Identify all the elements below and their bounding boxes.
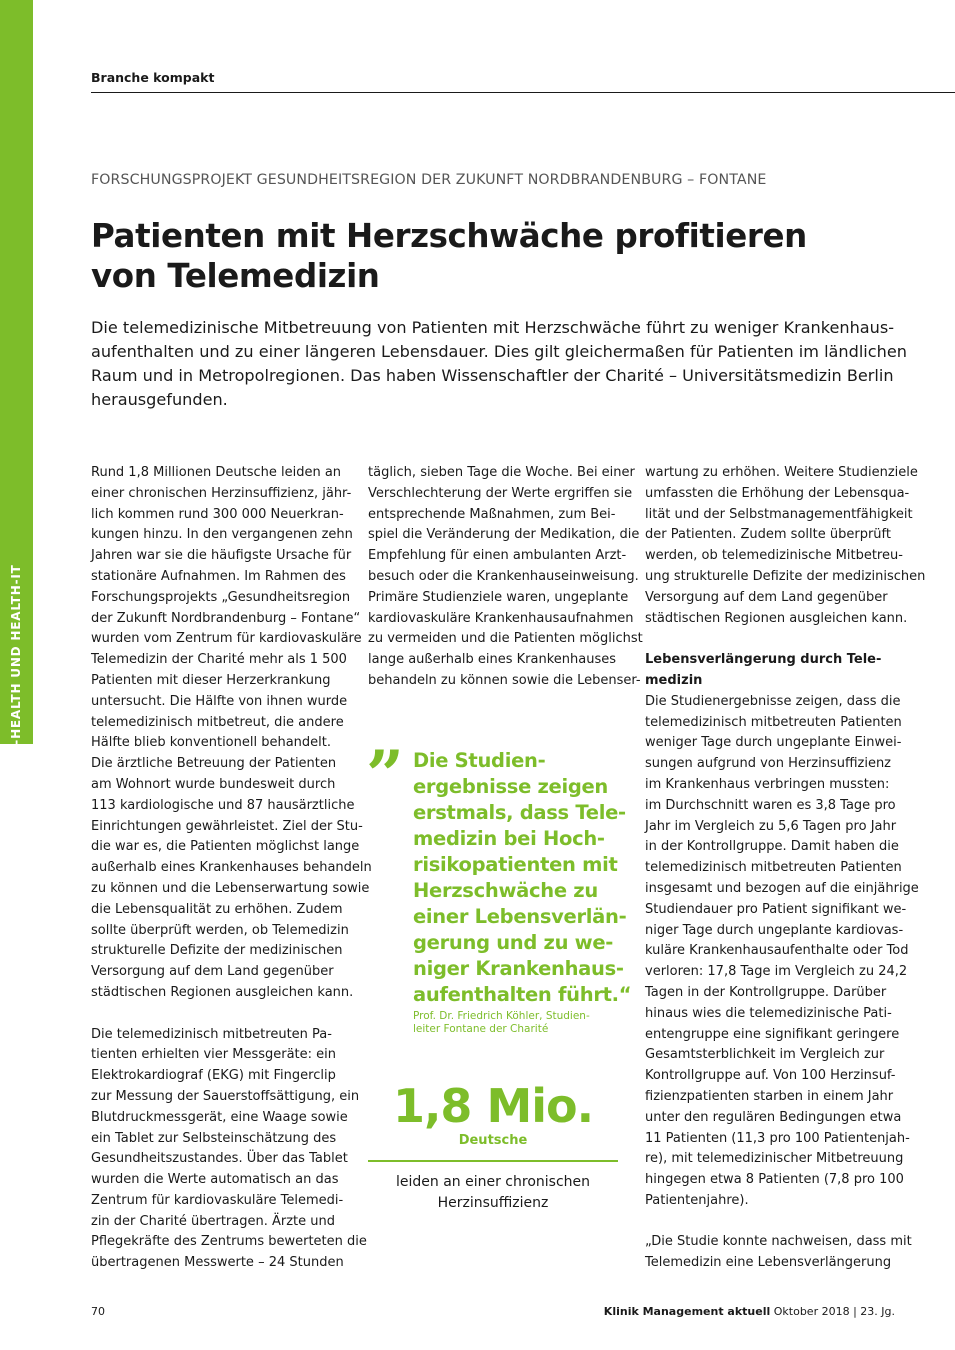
- body-text-line: Pflegekräfte des Zentrums bewerteten die: [91, 1234, 367, 1250]
- body-text-line: Empfehlung für einen ambulanten Arzt-: [368, 548, 627, 564]
- body-text-line: Die telemedizinisch mitbetreuten Pa-: [91, 1026, 332, 1042]
- stat-caption-line: leiden an einer chronischen: [395, 1174, 590, 1190]
- body-column-3-part-b: [645, 692, 919, 1274]
- subheading-line: Lebensverlängerung durch Tele-: [645, 652, 882, 668]
- body-text-line: Hälfte blieb konventionell behandelt.: [91, 735, 332, 751]
- body-text-line: die war es, die Patienten möglichst lange: [91, 839, 360, 855]
- body-text-line: Primäre Studienziele waren, ungeplante: [368, 589, 629, 605]
- body-text-line: tienten erhielten vier Messgeräte: ein: [91, 1047, 337, 1063]
- headline-line: von Telemedizin: [91, 257, 380, 295]
- body-text-line: Verschlechterung der Werte ergriffen sie: [368, 485, 633, 501]
- body-text-line: „Die Studie konnte nachweisen, dass mit: [645, 1234, 912, 1250]
- body-text-line: umfassten die Erhöhung der Lebensqua-: [645, 485, 910, 501]
- body-text-line: telemedizinisch mitbetreuten Patienten: [645, 714, 902, 730]
- body-text-line: Gesundheitszustandes. Über das Tablet: [91, 1151, 348, 1167]
- body-text-line: unter den regulären Bedingungen etwa: [645, 1109, 902, 1125]
- body-text-line: ein Tablet zur Selbsteinschätzung des: [91, 1130, 337, 1146]
- journal-name: Klinik Management aktuell: [603, 1305, 771, 1318]
- stat-caption-line: Herzinsuffizienz: [437, 1195, 549, 1211]
- body-text-line: städtischen Regionen ausgleichen kann.: [645, 610, 908, 626]
- body-text-line: besuch oder die Krankenhauseinweisung.: [368, 568, 639, 584]
- body-text-line: behandeln zu können sowie die Lebenser-: [368, 672, 641, 688]
- pull-quote-text: [413, 748, 633, 1008]
- body-text-line: Jahren war sie die häufigste Ursache für: [91, 548, 352, 564]
- footer-credit: [604, 1305, 895, 1318]
- body-text-line: Die Studienergebnisse zeigen, dass die: [645, 693, 901, 709]
- paragraph-gap: [645, 629, 897, 650]
- quote-line: medizin bei Hoch-: [413, 827, 605, 850]
- stat-caption: [368, 1172, 618, 1214]
- body-text-line: wurden die Werte automatisch an das: [91, 1172, 339, 1188]
- article-headline: [91, 216, 891, 296]
- body-text-line: hingegen etwa 8 Patienten (7,8 pro 100: [645, 1172, 904, 1188]
- body-text-line: untersucht. Die Hälfte von ihnen wurde: [91, 693, 348, 709]
- header-rule: [91, 92, 955, 93]
- body-text-line: Telemedizin der Charité mehr als 1 500: [91, 652, 347, 668]
- headline-line: Patienten mit Herzschwäche profitieren: [91, 217, 807, 255]
- body-text-line: Patientenjahre).: [645, 1192, 749, 1208]
- body-text-line: Elektrokardiograf (EKG) mit Fingerclip: [91, 1068, 336, 1084]
- issue-info: Oktober 2018 | 23. Jg.: [770, 1305, 895, 1318]
- body-text-line: Blutdruckmessgerät, eine Waage sowie: [91, 1109, 348, 1125]
- body-text-line: wartung zu erhöhen. Weitere Studienziele: [645, 465, 918, 480]
- body-text-line: verloren: 17,8 Tage im Vergleich zu 24,2: [645, 964, 908, 980]
- subheading-line: medizin: [645, 672, 703, 688]
- body-text-line: die Lebensqualität zu erhöhen. Zudem: [91, 901, 343, 917]
- quote-line: gerung und zu we-: [413, 931, 614, 954]
- body-text-line: re), mit telemedizinischer Mitbetreuung: [645, 1151, 904, 1167]
- stat-divider: [368, 1160, 618, 1162]
- body-text-line: der Patienten. Zudem sollte überprüft: [645, 527, 891, 543]
- body-column-3-part-a: [645, 463, 926, 629]
- quote-line: risikopatienten mit: [413, 853, 618, 876]
- body-text-line: spiel die Veränderung der Medikation, die: [368, 527, 640, 543]
- quote-line: niger Krankenhaus-: [413, 957, 624, 980]
- body-text-line: ung strukturelle Defizite der medizinischen: [645, 568, 926, 584]
- body-text-line: Versorgung auf dem Land gegenüber: [645, 589, 888, 605]
- body-text-line: insgesamt und bezogen auf die einjährige: [645, 880, 919, 896]
- body-text-line: übertragenen Messwerte – 24 Stunden: [91, 1255, 344, 1271]
- body-text-line: Jahr im Vergleich zu 5,6 Tagen pro Jahr: [645, 818, 897, 834]
- body-text-line: Tagen in der Kontrollgruppe. Darüber: [645, 984, 887, 1000]
- body-text-line: hinaus wies die telemedizinische Pati-: [645, 1005, 892, 1021]
- quote-line: Herzschwäche zu: [413, 879, 598, 902]
- body-text-line: strukturelle Defizite der medizinischen: [91, 943, 343, 959]
- lead-line: Die telemedizinische Mitbetreuung von Patienten mit Herzschwäche führt zu weniger Krankenhaus-: [91, 318, 895, 337]
- body-text-line: lange außerhalb eines Krankenhauses: [368, 652, 617, 668]
- body-text-line: niger Tage durch ungeplante kardiovas-: [645, 922, 904, 938]
- body-text-line: entengruppe eine signifikant geringere: [645, 1026, 900, 1042]
- body-text-line: Gesamtsterblichkeit im Vergleich zur: [645, 1047, 885, 1063]
- body-text-line: Telemedizin eine Lebensverlängerung: [645, 1255, 892, 1271]
- stat-number: 1,8 Mio.: [392, 1079, 594, 1133]
- body-text-line: fizienzpatienten starben in einem Jahr: [645, 1088, 894, 1104]
- body-text-line: sungen aufgrund von Herzinsuffizienz: [645, 756, 892, 772]
- body-text-line: Einrichtungen gewährleistet. Ziel der Stu-: [91, 818, 363, 834]
- pull-quote-source: [413, 1010, 633, 1036]
- sidebar-label: E-HEALTH UND HEALTH-IT: [9, 564, 23, 754]
- paragraph-gap: [91, 1004, 343, 1025]
- source-line: leiter Fontane der Charité: [413, 1023, 549, 1035]
- body-text-line: Studiendauer pro Patient signifikant we-: [645, 901, 907, 917]
- body-text-line: kardiovaskuläre Krankenhausaufnahmen: [368, 610, 634, 626]
- body-text-line: städtischen Regionen ausgleichen kann.: [91, 984, 354, 1000]
- body-text-line: werden, ob telemedizinische Mitbetreu-: [645, 548, 903, 564]
- stat-unit: Deutsche: [458, 1133, 528, 1148]
- body-column-2: [368, 463, 643, 692]
- body-text-line: Patienten mit dieser Herzerkrankung: [91, 672, 331, 688]
- body-text-line: kungen hinzu. In den vergangenen zehn: [91, 527, 353, 543]
- body-text-line: täglich, sieben Tage die Woche. Bei einer: [368, 465, 635, 480]
- body-text-line: Die ärztliche Betreuung der Patienten: [91, 756, 337, 772]
- body-text-line: in der Kontrollgruppe. Damit haben die: [645, 839, 899, 855]
- page-number: 70: [91, 1305, 105, 1318]
- body-text-line: Kontrollgruppe auf. Von 100 Herzinsuf-: [645, 1068, 896, 1084]
- body-text-line: kuläre Krankenhausaufenthalte oder Tod: [645, 943, 909, 959]
- body-text-line: im Durchschnitt waren es 3,8 Tage pro: [645, 797, 896, 813]
- quote-line: aufenthalten führt.“: [413, 983, 632, 1006]
- body-text-line: lität und der Selbstmanagementfähigkeit: [645, 506, 913, 522]
- body-text-line: im Krankenhaus verbringen mussten:: [645, 776, 890, 792]
- quote-line: einer Lebensverlän-: [413, 905, 627, 928]
- body-text-line: zur Messung der Sauerstoffsättigung, ein: [91, 1088, 360, 1104]
- body-text-line: der Zukunft Nordbrandenburg – Fontane“: [91, 610, 361, 626]
- body-text-line: telemedizinisch mitbetreuten Patienten: [645, 860, 902, 876]
- quote-mark-icon: ”: [366, 736, 404, 814]
- article-kicker: FORSCHUNGSPROJEKT GESUNDHEITSREGION DER ZUKUNFT NORDBRANDENBURG – FONTANE: [91, 172, 767, 188]
- lead-line: aufenthalten und zu einer längeren Lebensdauer. Dies gilt gleichermaßen für Patienten im ländlichen: [91, 342, 907, 361]
- body-text-line: sollte überprüft werden, ob Telemedizin: [91, 922, 349, 938]
- quote-line: Die Studien-: [413, 749, 546, 772]
- body-text-line: Forschungsprojekts „Gesundheitsregion: [91, 589, 351, 605]
- body-column-3: [645, 463, 926, 1274]
- section-title: Branche kompakt: [91, 70, 215, 85]
- article-lead: [91, 316, 907, 412]
- body-text-line: 113 kardiologische und 87 hausärztliche: [91, 797, 355, 813]
- body-text-line: zu vermeiden und die Patienten möglichst: [368, 631, 643, 647]
- body-text-line: entsprechende Maßnahmen, zum Bei-: [368, 506, 616, 522]
- body-text-line: lich kommen rund 300 000 Neuerkran-: [91, 506, 344, 522]
- source-line: Prof. Dr. Friedrich Köhler, Studien-: [413, 1010, 590, 1022]
- body-column-1: [91, 463, 372, 1274]
- body-text-line: weniger Tage durch ungeplante Einwei-: [645, 735, 902, 751]
- body-text-line: Zentrum für kardiovaskuläre Telemedi-: [91, 1192, 344, 1208]
- body-text-line: einer chronischen Herzinsuffizienz, jähr-: [91, 485, 352, 501]
- body-text-line: telemedizinisch mitbetreut, die andere: [91, 714, 344, 730]
- body-text-line: zin der Charité übertragen. Ärzte und: [91, 1213, 336, 1229]
- lead-line: herausgefunden.: [91, 390, 228, 409]
- body-text-line: Versorgung auf dem Land gegenüber: [91, 964, 334, 980]
- paragraph-gap: [645, 1212, 897, 1233]
- body-text-line: außerhalb eines Krankenhauses behandeln: [91, 860, 372, 876]
- body-text-line: stationäre Aufnahmen. Im Rahmen des: [91, 568, 346, 584]
- body-text-line: wurden vom Zentrum für kardiovaskuläre: [91, 631, 362, 647]
- lead-line: Raum und in Metropolregionen. Das haben Wissenschaftler der Charité – Universitätsmedizin Berlin: [91, 366, 894, 385]
- body-text-line: 11 Patienten (11,3 pro 100 Patientenjah-: [645, 1130, 910, 1146]
- body-text-line: zu können und die Lebenserwartung sowie: [91, 880, 370, 896]
- body-text-line: Rund 1,8 Millionen Deutsche leiden an: [91, 465, 342, 480]
- quote-line: ergebnisse zeigen: [413, 775, 609, 798]
- body-text-line: am Wohnort wurde bundesweit durch: [91, 776, 336, 792]
- quote-line: erstmals, dass Tele-: [413, 801, 626, 824]
